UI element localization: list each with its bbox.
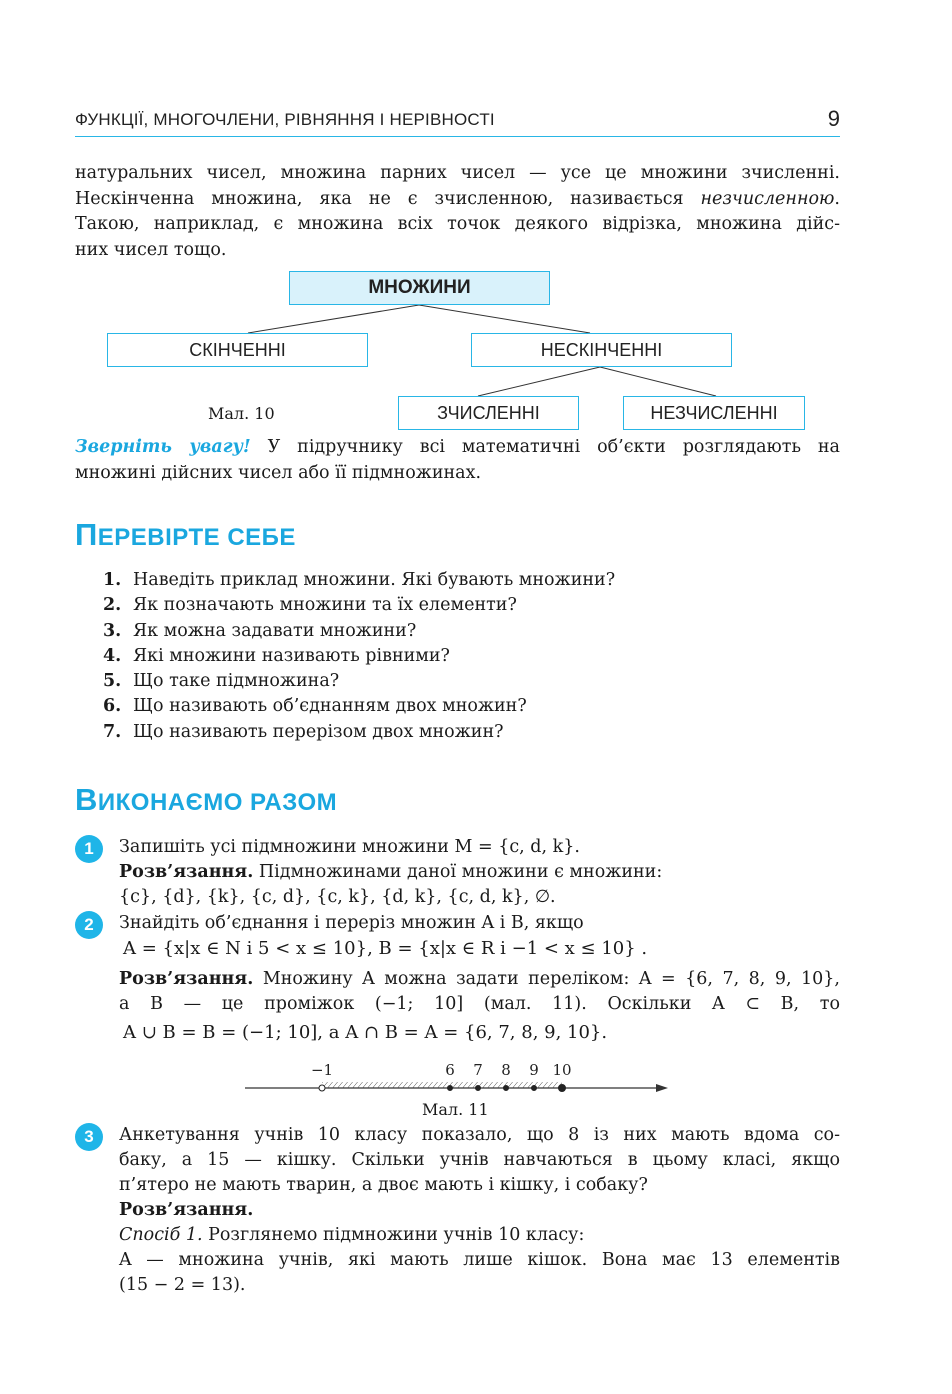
running-header: ФУНКЦІЇ, МНОГОЧЛЕНИ, РІВНЯННЯ І НЕРІВНОСТІ [75, 110, 495, 129]
note-line: Зверніть увагу! У підручнику всі математичні об’єкти розглядають на [75, 437, 840, 457]
diagram-countable-box: ЗЧИСЛЕННІ [398, 396, 579, 430]
intro-line: Нескінченна множина, яка не є зчисленною, називається незчисленною. [75, 188, 840, 209]
task-number-badge: 3 [75, 1123, 103, 1151]
task-number-badge: 1 [75, 835, 103, 863]
list-item: 3. Як можна задавати множини? [103, 620, 417, 641]
task-line: баку, а 15 — кішку. Скільки учнів навчаються в цьому класі, якщо [119, 1150, 840, 1170]
interval-hatch [322, 1082, 562, 1088]
method-label: Спосіб 1. [119, 1225, 203, 1245]
formula: A = {x|x ∈ N і 5 < x ≤ 10}, B = {x|x ∈ R і −1 < x ≤ 10} . [123, 938, 648, 959]
task-2 [119, 911, 840, 1045]
task-line: (15 − 2 = 13). [119, 1275, 246, 1295]
task-line: Розв’язання. Множину A можна задати переліком: A = {6, 7, 8, 9, 10}, [119, 969, 840, 989]
open-point [319, 1085, 325, 1091]
connector-line [419, 305, 590, 333]
questions-list [103, 568, 843, 745]
task-line: Знайдіть об’єднання і переріз множин A і B, якщо [119, 913, 584, 933]
figure-caption: Мал. 11 [422, 1100, 489, 1119]
task-number-badge: 2 [75, 911, 103, 939]
formula: A ∪ B = B = (−1; 10], а A ∩ B = A = {6, 7, 8, 9, 10}. [123, 1022, 608, 1043]
connector-line [248, 305, 419, 333]
tick-label: −1 [310, 1061, 334, 1079]
task-1 [119, 835, 840, 910]
task-line: п’ятеро не мають тварин, а двоє мають і кішку, і собаку? [119, 1175, 648, 1195]
diagram-finite-box: СКІНЧЕННІ [107, 333, 368, 367]
diagram-connectors [0, 0, 952, 440]
tick-label: 9 [529, 1061, 539, 1079]
tick-label: 7 [473, 1061, 483, 1079]
task-line [119, 1198, 840, 1223]
diagram-uncountable-box: НЕЗЧИСЛЕННІ [623, 396, 805, 430]
task-line: а B — це проміжок (−1; 10] (мал. 11). Оскільки A ⊂ B, то [119, 994, 840, 1014]
tick-label: 6 [445, 1061, 455, 1079]
connector-line [600, 367, 716, 396]
connector-line [478, 367, 600, 396]
list-item: 7. Що називають перерізом двох множин? [103, 721, 504, 742]
filled-point [448, 1086, 453, 1091]
note-label: Зверніть увагу! [75, 437, 251, 457]
intro-line: них чисел тощо. [75, 239, 227, 260]
task-line: Анкетування учнів 10 класу показало, що 8 із них мають вдома со- [119, 1125, 840, 1145]
filled-point [532, 1086, 537, 1091]
task-line: {c}, {d}, {k}, {c, d}, {c, k}, {d, k}, {c, d, k}, ∅. [119, 887, 556, 907]
list-item: 6. Що називають об’єднанням двох множин? [103, 696, 527, 717]
solution-label: Розв’язання. [119, 1200, 254, 1220]
filled-point [504, 1086, 509, 1091]
list-item: 5. Що таке підмножина? [103, 671, 340, 692]
number-line [0, 1055, 952, 1100]
figure-caption: Мал. 10 [208, 404, 275, 423]
list-item: 2. Як позначають множини та їх елементи? [103, 595, 517, 616]
section-title-check: ПЕРЕВІРТЕ СЕБЕ [75, 517, 296, 552]
note-paragraph [75, 435, 840, 486]
task-line: Спосіб 1. Розглянемо підмножини учнів 10 класу: [119, 1225, 585, 1245]
tick-label: 8 [501, 1061, 511, 1079]
tick-label: 10 [552, 1061, 572, 1079]
note-line: множині дійсних чисел або її підмножинах. [75, 462, 482, 483]
task-line: Розв’язання. Підмножинами даної множини є множини: [119, 862, 663, 882]
list-item: 4. Які множини називають рівними? [103, 645, 450, 666]
diagram-infinite-box: НЕСКІНЧЕННІ [471, 333, 732, 367]
axis-arrow [656, 1084, 668, 1092]
intro-line: Такою, наприклад, є множина всіх точок деякого відрізка, множина дійс- [75, 214, 840, 234]
term-uncountable: незчисленною [700, 188, 835, 209]
list-item: 1. Наведіть приклад множини. Які бувають множини? [103, 570, 616, 590]
task-line: Запишіть усі підмножини множини M = {c, d, k}. [119, 837, 580, 857]
intro-line: натуральних чисел, множина парних чисел — усе це множини зчисленні. [75, 163, 840, 183]
filled-point [559, 1085, 566, 1092]
filled-point [476, 1086, 481, 1091]
section-title-together: ВИКОНАЄМО РАЗОМ [75, 782, 338, 817]
solution-label: Розв’язання. [119, 969, 254, 989]
diagram-root-box: МНОЖИНИ [289, 271, 550, 305]
task-line: A — множина учнів, які мають лише кішок. Вона має 13 елементів [119, 1250, 840, 1270]
page-number: 9 [827, 106, 840, 131]
solution-label: Розв’язання. [119, 862, 254, 882]
task-3 [119, 1123, 840, 1298]
